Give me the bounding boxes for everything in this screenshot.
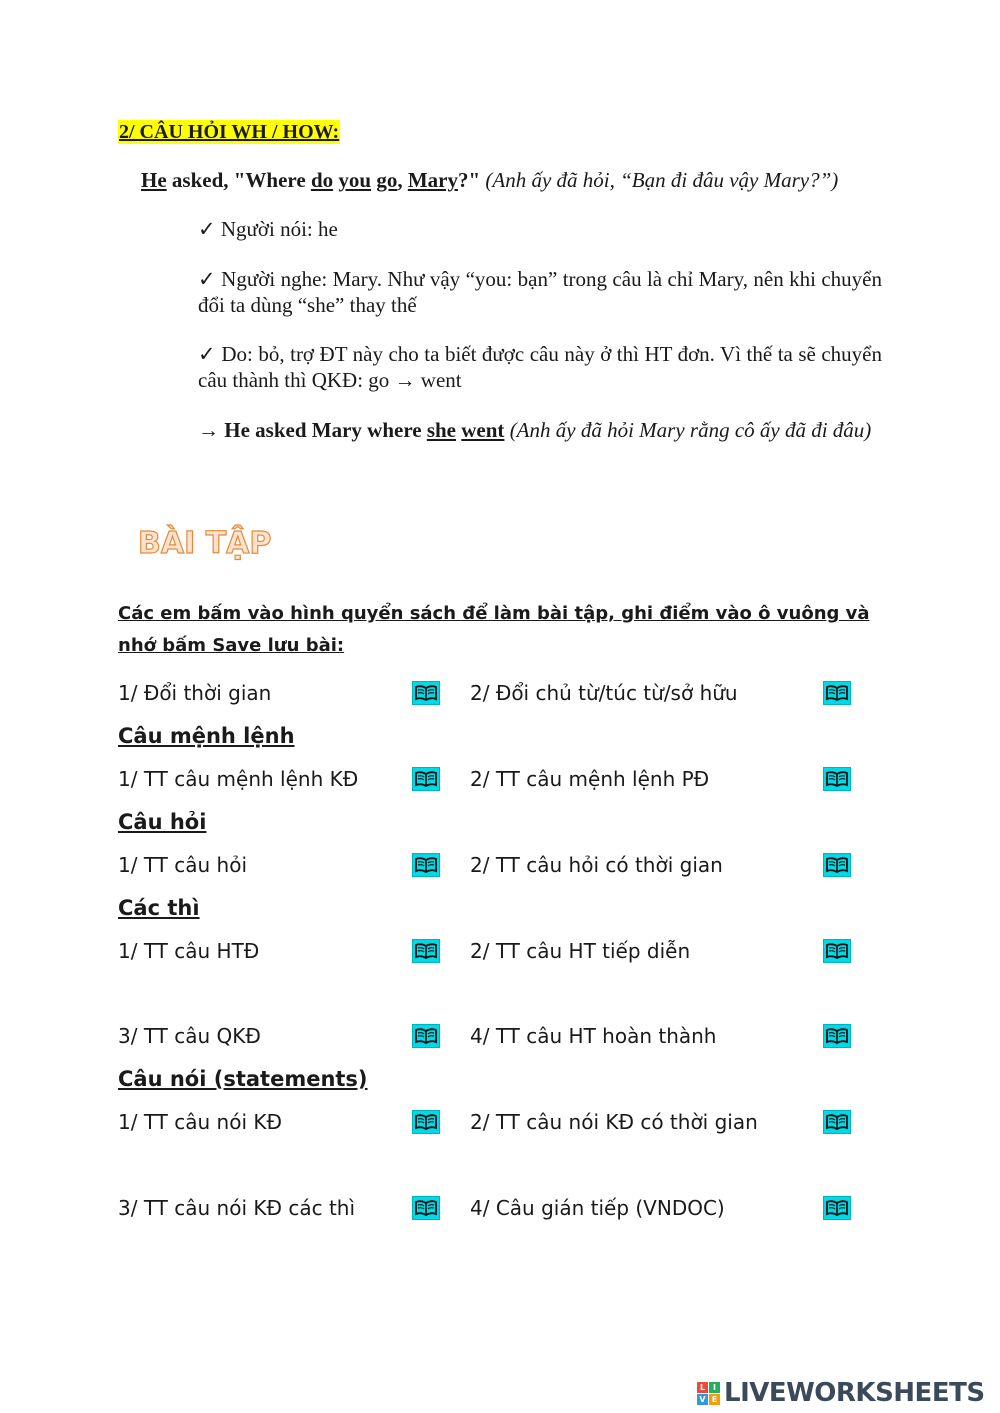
open-book-icon[interactable] (412, 1024, 440, 1048)
note-do-text: Do: bỏ, trợ ĐT này cho ta biết được câu này ở thì HT đơn. Vì thế ta sẽ chuyển câu thành thì QKĐ: go → went (198, 342, 882, 392)
note-do (198, 341, 882, 393)
logo-letter: L (697, 1382, 708, 1393)
example-end: ?" (457, 168, 481, 192)
exercise-label: 3/ TT câu QKĐ (118, 1024, 261, 1048)
note-speaker (198, 216, 882, 242)
logo-letter: I (709, 1382, 720, 1393)
open-book-icon[interactable] (823, 767, 851, 791)
open-book-icon[interactable] (412, 853, 440, 877)
check-icon: ✓ (198, 217, 216, 241)
note-speaker-text: Người nói: he (215, 217, 338, 241)
example-do: do (310, 168, 334, 192)
example-translation: (Anh ấy đã hỏi, “Bạn đi đâu vậy Mary?”) (480, 168, 839, 192)
open-book-icon[interactable] (412, 767, 440, 791)
result-translation: (Anh ấy đã hỏi Mary rằng cô ấy đã đi đâu) (504, 418, 872, 442)
check-icon: ✓ (198, 342, 216, 366)
open-book-icon[interactable] (412, 1110, 440, 1134)
open-book-icon[interactable] (823, 939, 851, 963)
exercise-label: 1/ Đổi thời gian (118, 681, 272, 705)
exercise-label: 3/ TT câu nói KĐ các thì (118, 1196, 356, 1220)
exercise-label: 1/ TT câu nói KĐ (118, 1110, 282, 1134)
result-text: He asked Mary where (219, 418, 427, 442)
arrow-right-icon: → (198, 418, 219, 442)
open-book-icon[interactable] (412, 939, 440, 963)
note-listener-text: Người nghe: Mary. Như vậy “you: bạn” trong câu là chỉ Mary, nên khi chuyển đổi ta dùng “she” thay thế (198, 267, 882, 317)
category-heading: Các thì (118, 896, 200, 920)
open-book-icon[interactable] (823, 681, 851, 705)
open-book-icon[interactable] (412, 681, 440, 705)
example-mary: Mary (407, 168, 458, 192)
logo-text: LIVEWORKSHEETS (724, 1378, 985, 1408)
exercise-label: 1/ TT câu HTĐ (118, 939, 260, 963)
exercise-label: 1/ TT câu mệnh lệnh KĐ (118, 767, 359, 791)
exercise-label: 2/ TT câu hỏi có thời gian (470, 853, 723, 877)
example-go: go (376, 168, 398, 192)
open-book-icon[interactable] (823, 1024, 851, 1048)
result-she: she (426, 418, 457, 442)
category-heading: Câu nói (statements) (118, 1067, 368, 1091)
liveworksheets-logo[interactable] (697, 1378, 985, 1408)
example-he: He (141, 168, 167, 192)
instruction-text: Các em bấm vào hình quyển sách để làm bài tập, ghi điểm vào ô vuông và nhớ bấm Save lưu bài: (118, 603, 870, 656)
result-went: went (461, 418, 505, 442)
logo-grid-icon (697, 1382, 720, 1405)
exercise-label: 1/ TT câu hỏi (118, 853, 248, 877)
exercise-label: 4/ Câu gián tiếp (VNDOC) (470, 1196, 725, 1220)
open-book-icon[interactable] (823, 1196, 851, 1220)
check-icon: ✓ (198, 267, 216, 291)
example-you: you (338, 168, 372, 192)
exercise-label: 2/ Đổi chủ từ/túc từ/sở hữu (470, 681, 738, 705)
open-book-icon[interactable] (823, 853, 851, 877)
example-asked: asked, "Where (166, 168, 311, 192)
category-heading: Câu mệnh lệnh (118, 724, 295, 748)
exercise-title: BÀI TẬP (138, 526, 272, 561)
exercise-label: 2/ TT câu mệnh lệnh PĐ (470, 767, 710, 791)
exercise-label: 2/ TT câu nói KĐ có thời gian (470, 1110, 758, 1134)
note-listener (198, 266, 882, 318)
open-book-icon[interactable] (412, 1196, 440, 1220)
logo-letter: V (697, 1394, 708, 1405)
section-heading: 2/ CÂU HỎI WH / HOW: (119, 121, 340, 143)
logo-letter: E (709, 1394, 720, 1405)
exercise-label: 4/ TT câu HT hoàn thành (470, 1024, 717, 1048)
exercise-label: 2/ TT câu HT tiếp diễn (470, 939, 691, 963)
example-comma: , (397, 168, 408, 192)
open-book-icon[interactable] (823, 1110, 851, 1134)
example-sentence (141, 167, 838, 193)
category-heading: Câu hỏi (118, 810, 207, 834)
note-result (198, 417, 882, 443)
